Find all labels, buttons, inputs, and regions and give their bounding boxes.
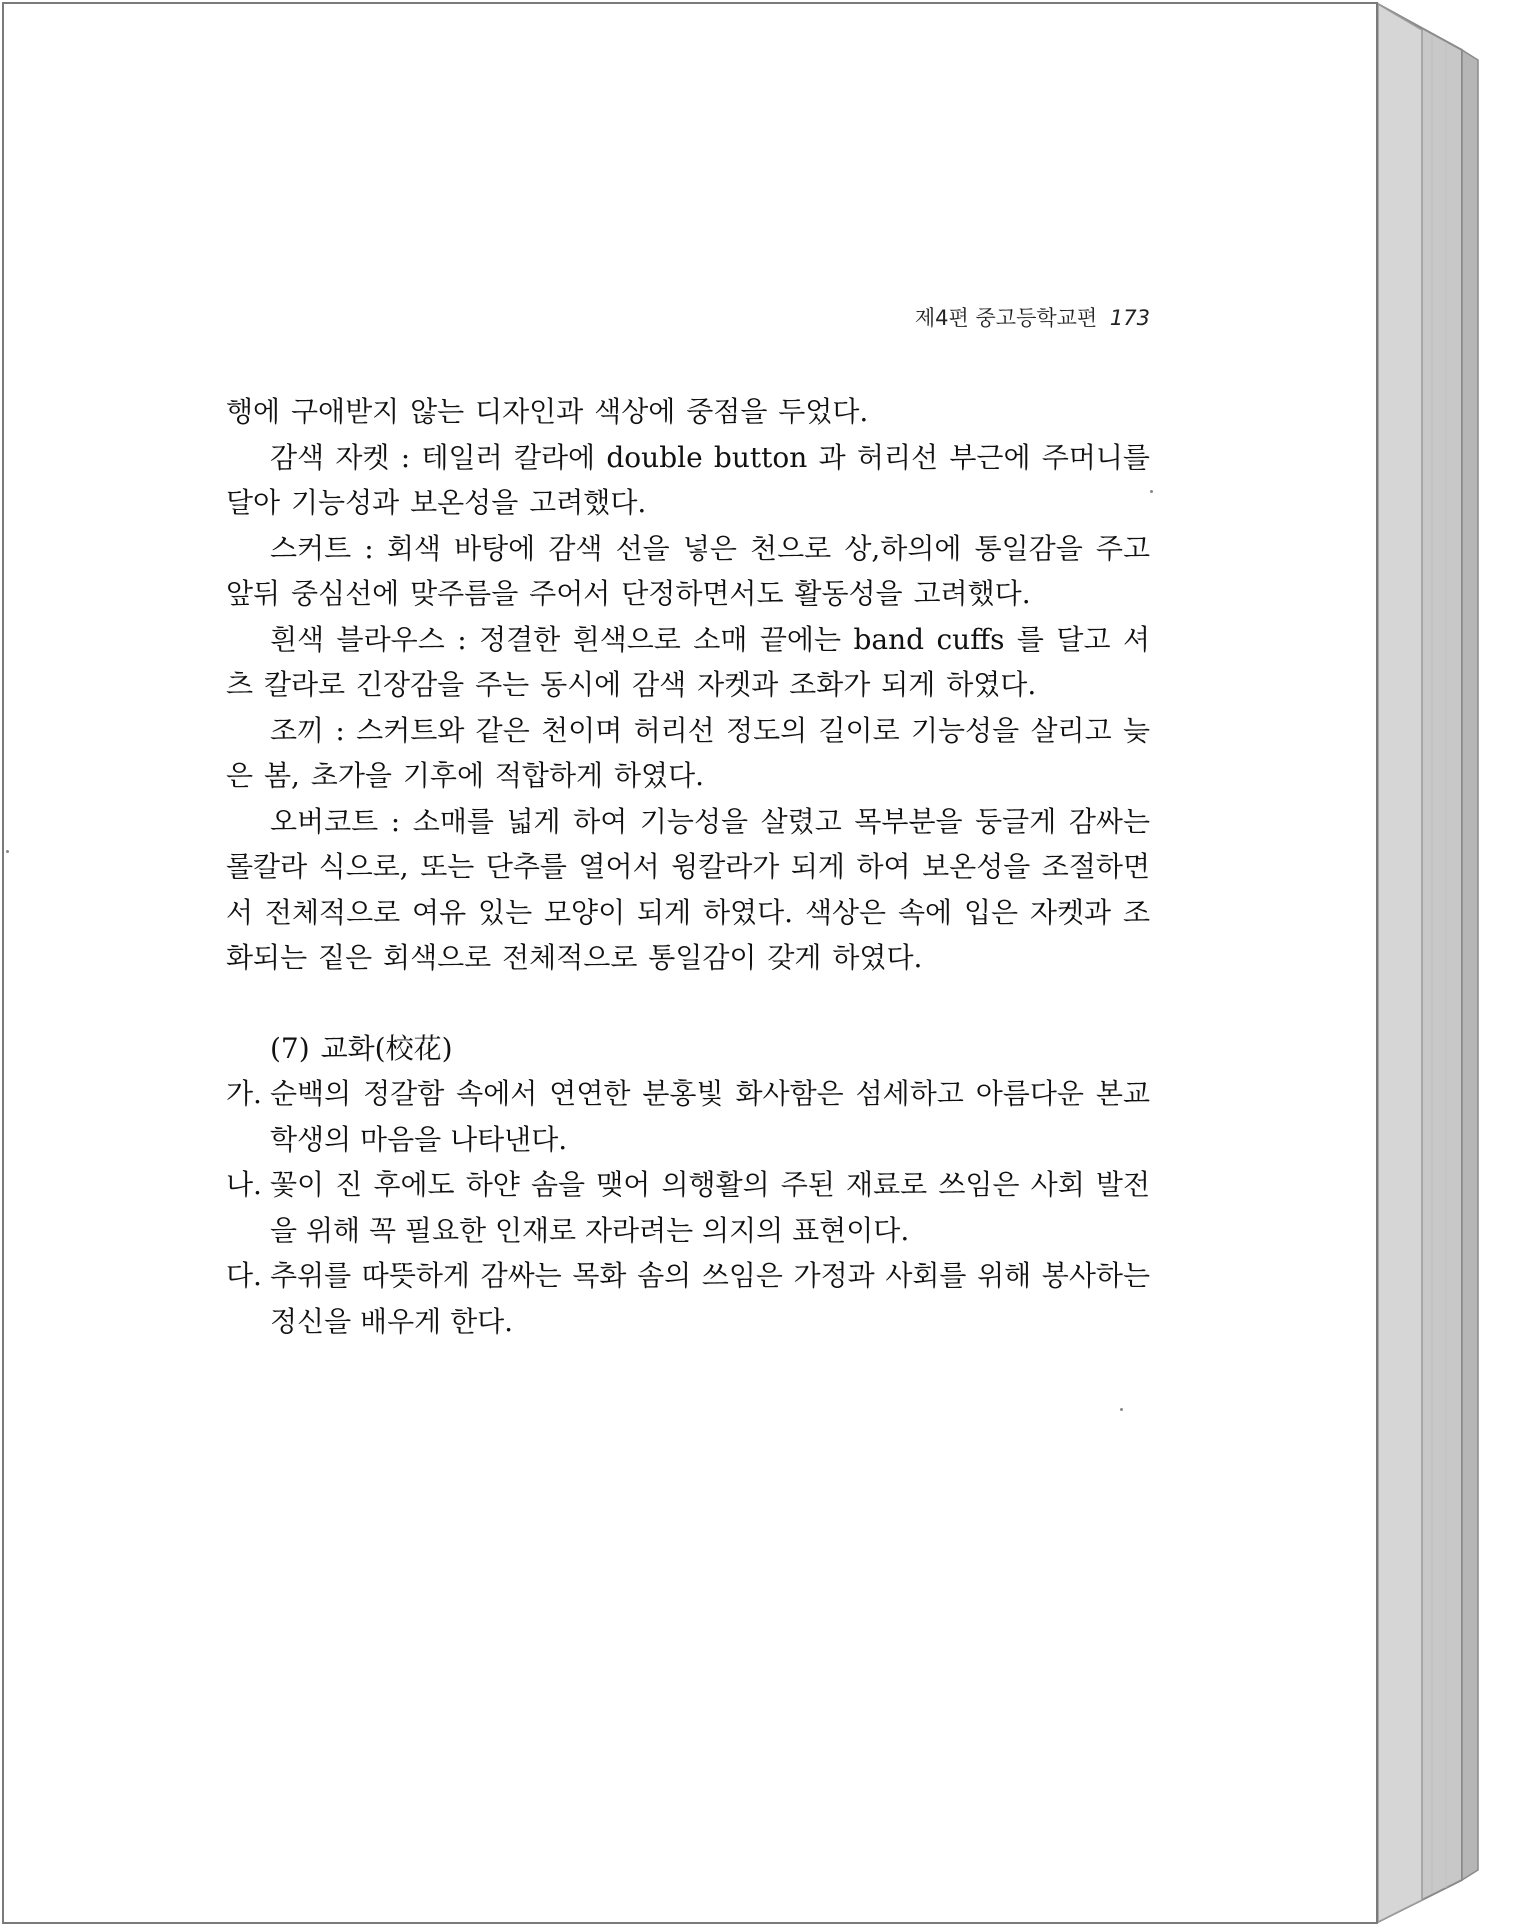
list-item-text: 순백의 정갈함 속에서 연연한 분홍빛 화사함은 섬세하고 아름다운 본교 학생의 마음을 나타낸다. [270, 1077, 1150, 1156]
paragraph-vest: 조끼 : 스커트와 같은 천이며 허리선 정도의 길이로 기능성을 살리고 늦은 봄, 초가을 기후에 적합하게 하였다. [226, 713, 1150, 792]
paragraph-skirt: 스커트 : 회색 바탕에 감색 선을 넣은 천으로 상,하의에 통일감을 주고 앞뒤 중심선에 맞주름을 주어서 단정하면서도 활동성을 고려했다. [226, 531, 1150, 610]
running-header [915, 302, 1150, 332]
list-item-text: 추위를 따뜻하게 감싸는 목화 솜의 쓰임은 가정과 사회를 위해 봉사하는 정신을 배우게 한다. [270, 1259, 1150, 1338]
list-marker: 가. [226, 1077, 262, 1110]
list-item-text: 꽃이 진 후에도 하얀 솜을 맺어 의행활의 주된 재료로 쓰임은 사회 발전을 위해 꼭 필요한 인재로 자라려는 의지의 표현이다. [270, 1168, 1150, 1247]
book-page [2, 2, 1378, 1924]
list-marker: 나. [226, 1168, 262, 1201]
scan-speck [1120, 1408, 1123, 1411]
page-number: 173 [1109, 306, 1150, 330]
paragraph-jacket: 감색 자켓 : 테일러 칼라에 double button 과 허리선 부근에 주머니를 달아 기능성과 보온성을 고려했다. [226, 440, 1150, 519]
scan-speck [6, 850, 9, 853]
list-marker: 다. [226, 1259, 262, 1292]
page-body [226, 389, 1150, 1344]
running-header-section: 제4편 중고등학교편 [914, 306, 1098, 330]
page-stack-edge [1372, 0, 1522, 1926]
paragraph-overcoat: 오버코트 : 소매를 넓게 하여 기능성을 살렸고 목부분을 둥글게 감싸는 롤칼라 식으로, 또는 단추를 열어서 윙칼라가 되게 하여 보온성을 조절하면서 전체적으로 여유 있는 모양이 되게 하였다. 색상은 속에 입은 자켓과 조화되는 짙은 회색으로 전체적으로 통일감이 갖게 하였다. [226, 804, 1150, 974]
school-flower-list [226, 1071, 1150, 1344]
paragraph-continuation: 행에 구애받지 않는 디자인과 색상에 중점을 두었다. [226, 395, 869, 428]
scan-speck [1150, 490, 1153, 493]
paragraph-blouse: 흰색 블라우스 : 정결한 흰색으로 소매 끝에는 band cuffs 를 달고 셔츠 칼라로 긴장감을 주는 동시에 감색 자켓과 조화가 되게 하였다. [226, 622, 1150, 701]
list-item [226, 1071, 1150, 1162]
list-item [226, 1162, 1150, 1253]
section-heading: (7) 교화(校花) [270, 1031, 453, 1065]
list-item [226, 1253, 1150, 1344]
